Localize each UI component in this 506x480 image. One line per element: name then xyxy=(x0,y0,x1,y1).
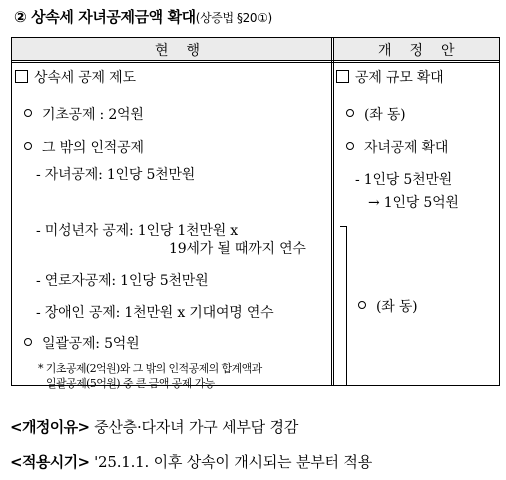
revised-same-basic: (좌 동) xyxy=(346,104,405,124)
current-minor-deduction-line1: - 미성년자 공제: 1인당 1천만원 x xyxy=(36,223,238,239)
current-heading: 상속세 공제 제도 xyxy=(15,67,136,87)
revised-child-from: - 1인당 5천만원 xyxy=(355,172,453,188)
bracket-shape xyxy=(340,226,347,386)
bullet-circle-icon xyxy=(24,338,32,346)
current-child-deduction: - 자녀공제: 1인당 5천만원 xyxy=(36,167,196,183)
current-lumpsum-deduction: 일괄공제: 5억원 xyxy=(24,333,139,353)
reason-line xyxy=(10,416,298,437)
bullet-circle-icon xyxy=(24,142,32,150)
header-revised: 개정안 xyxy=(378,43,473,59)
checkbox-square-icon xyxy=(336,70,349,83)
title-law-reference: (상증법 §20①) xyxy=(195,11,272,25)
header-divider xyxy=(11,60,500,63)
reason-text: 중산층·다자녀 가구 세부담 경감 xyxy=(94,418,299,436)
current-note-line2: 일괄공제(5억원) 중 큰 금액 공제 가능 xyxy=(46,377,215,390)
title-main: 상속세 자녀공제금액 확대 xyxy=(31,8,196,26)
column-divider xyxy=(331,37,334,385)
revised-child-to: → 1인당 5억원 xyxy=(368,195,459,211)
current-personal-heading: 그 밖의 인적공제 xyxy=(24,137,144,157)
current-basic-deduction: 기초공제 : 2억원 xyxy=(24,104,144,124)
current-note-line1: * 기초공제(2억원)와 그 밖의 인적공제의 합계액과 xyxy=(38,362,262,375)
header-current: 현행 xyxy=(155,43,219,59)
revised-child-heading: 자녀공제 확대 xyxy=(346,137,448,157)
bullet-circle-icon xyxy=(358,301,366,309)
current-minor-deduction-line2: 19세가 될 때까지 연수 xyxy=(169,241,306,257)
revised-heading: 공제 규모 확대 xyxy=(336,67,443,87)
section-title xyxy=(14,6,272,27)
bullet-circle-icon xyxy=(346,109,354,117)
bullet-circle-icon xyxy=(346,142,354,150)
effective-label: <적용시기> xyxy=(10,453,90,471)
reason-label: <개정이유> xyxy=(10,418,90,436)
bullet-circle-icon xyxy=(24,109,32,117)
current-disabled-deduction: - 장애인 공제: 1천만원 x 기대여명 연수 xyxy=(36,305,274,321)
checkbox-square-icon xyxy=(15,70,28,83)
revised-same-others: (좌 동) xyxy=(358,296,417,316)
effective-line xyxy=(10,451,372,472)
circled-number: ② xyxy=(14,8,27,26)
current-elderly-deduction: - 연로자공제: 1인당 5천만원 xyxy=(36,273,209,289)
effective-text: '25.1.1. 이후 상속이 개시되는 분부터 적용 xyxy=(94,453,372,471)
